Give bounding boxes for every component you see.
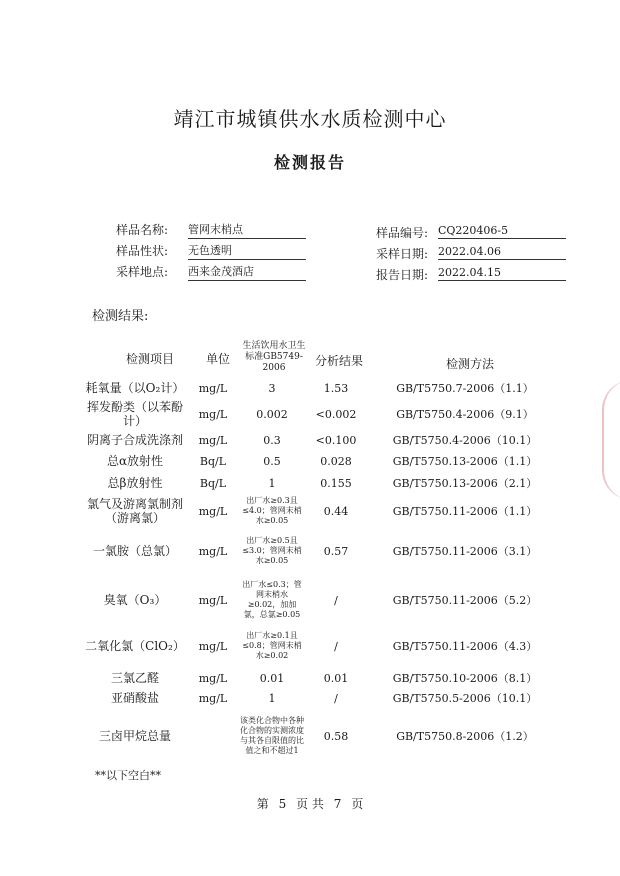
table-cell-result: 1.53: [323, 381, 349, 395]
table-cell-unit: mg/L: [198, 433, 228, 447]
table-cell-unit: mg/L: [198, 671, 228, 685]
table-cell-method: GB/T5750.4-2006（9.1）: [396, 408, 534, 421]
header-standard: 生活饮用水卫生标准GB5749-2006: [242, 341, 306, 373]
report-title: 检测报告: [273, 153, 346, 172]
table-cell-method: GB/T5750.11-2006（5.2）: [392, 594, 538, 607]
table-cell-result: 0.44: [323, 504, 349, 518]
table-cell-result: 0.028: [320, 454, 352, 468]
sample-prop-value: 无色透明: [188, 242, 306, 260]
sampling-date-value: 2022.04.06: [438, 245, 566, 260]
table-cell-item: 三氯乙醛: [110, 671, 159, 685]
table-cell-result: <0.002: [315, 407, 357, 421]
sampling-date-label: 采样日期:: [376, 247, 429, 261]
table-cell-unit: mg/L: [198, 544, 228, 558]
header-result: 分析结果: [314, 354, 363, 368]
table-cell-method: GB/T5750.13-2006（2.1）: [392, 477, 538, 490]
table-cell-method: GB/T5750.10-2006（8.1）: [392, 672, 538, 685]
seal-stamp-fragment: [602, 380, 620, 500]
table-cell-unit: mg/L: [198, 504, 228, 518]
table-cell-method: GB/T5750.4-2006（10.1）: [392, 434, 538, 447]
table-cell-standard: 3: [268, 381, 276, 395]
table-cell-unit: [192, 708, 234, 764]
table-cell-method: GB/T5750.7-2006（1.1）: [396, 382, 534, 395]
table-cell-item: 氯气及游离氯制剂（游离氯）: [86, 497, 183, 525]
sample-name-label: 样品名称:: [116, 223, 169, 237]
table-cell-unit: Bq/L: [199, 454, 227, 468]
table-cell-unit: mg/L: [198, 691, 228, 705]
location-value: 西来金茂酒店: [188, 263, 306, 281]
table-cell-method: GB/T5750.11-2006（4.3）: [392, 640, 538, 653]
table-cell-unit: mg/L: [198, 381, 228, 395]
table-cell-standard: 出厂水≤0.3；管网末梢水≥0.02，加加氯，总氯≥0.05: [242, 580, 302, 619]
table-cell-method: GB/T5750.11-2006（3.1）: [392, 545, 538, 558]
table-cell-item: 总α放射性: [106, 454, 164, 468]
org-title: 靖江市城镇供水水质检测中心: [173, 107, 447, 131]
header-unit: 单位: [205, 352, 230, 366]
table-cell-item: 亚硝酸盐: [110, 691, 159, 705]
page-current: 5: [278, 797, 287, 811]
table-cell-standard: 0.01: [259, 671, 285, 685]
table-cell-result: 0.01: [323, 671, 349, 685]
table-cell-result: <0.100: [315, 433, 357, 447]
report-date-value: 2022.04.15: [438, 266, 566, 281]
table-cell-item: 三卤甲烷总量: [98, 729, 171, 743]
table-cell-standard: 1: [268, 691, 276, 705]
page-prefix: 第: [256, 797, 269, 811]
table-cell-result: 0.58: [323, 729, 349, 743]
page-mid: 页 共: [296, 797, 324, 811]
page-suffix: 页: [351, 797, 364, 811]
sample-no-label: 样品编号:: [376, 226, 429, 240]
table-cell-item: 一氯胺（总氯）: [92, 544, 177, 558]
table-cell-standard: 0.5: [263, 454, 281, 468]
table-cell-standard: 出厂水≥0.1且≤0.8；管网末梢水≥0.02: [242, 631, 302, 660]
table-cell-method: GB/T5750.5-2006（10.1）: [392, 692, 538, 705]
table-cell-result: /: [334, 593, 338, 607]
table-cell-item: 耗氧量（以O₂计）: [85, 381, 185, 395]
table-cell-result: /: [334, 691, 338, 705]
table-cell-unit: mg/L: [198, 407, 228, 421]
location-label: 采样地点:: [116, 265, 169, 279]
sample-no-value: CQ220406-5: [438, 224, 566, 239]
table-cell-item: 二氧化氯（ClO₂）: [85, 639, 185, 653]
table-cell-standard: 1: [268, 476, 276, 490]
table-cell-unit: mg/L: [198, 639, 228, 653]
table-cell-result: 0.155: [320, 476, 352, 490]
table-cell-standard: 出厂水≥0.3且≤4.0；管网末梢水≥0.05: [242, 496, 302, 525]
table-cell-method: GB/T5750.11-2006（1.1）: [392, 505, 538, 518]
table-cell-standard: 0.002: [256, 407, 288, 421]
table-cell-item: 挥发酚类（以苯酚计）: [86, 400, 183, 428]
table-cell-unit: mg/L: [198, 593, 228, 607]
report-date-label: 报告日期:: [376, 268, 429, 282]
header-method: 检测方法: [445, 357, 494, 371]
table-cell-standard: 该类化合物中各种化合物的实测浓度与其各自限值的比值之和不超过1: [240, 716, 304, 755]
table-cell-method: GB/T5750.13-2006（1.1）: [392, 455, 538, 468]
table-cell-standard: 0.3: [263, 433, 281, 447]
table-cell-result: /: [334, 639, 338, 653]
sample-name-value: 管网末梢点: [188, 221, 306, 239]
page-total: 7: [333, 797, 342, 811]
sample-prop-label: 样品性状:: [116, 244, 169, 258]
table-cell-unit: Bq/L: [199, 476, 227, 490]
header-item: 检测项目: [125, 352, 174, 366]
table-cell-item: 臭氧（O₃）: [103, 593, 167, 607]
page-number: [0, 795, 620, 812]
table-cell-item: 阴离子合成洗涤剂: [86, 433, 183, 447]
table-cell-method: GB/T5750.8-2006（1.2）: [396, 730, 534, 743]
blank-note: **以下空白**: [95, 769, 161, 782]
results-label: 检测结果:: [92, 309, 149, 324]
table-cell-result: 0.57: [323, 544, 349, 558]
table-cell-standard: 出厂水≥0.5且≤3.0；管网末梢水≥0.05: [242, 536, 302, 565]
table-cell-item: 总β放射性: [107, 476, 163, 490]
